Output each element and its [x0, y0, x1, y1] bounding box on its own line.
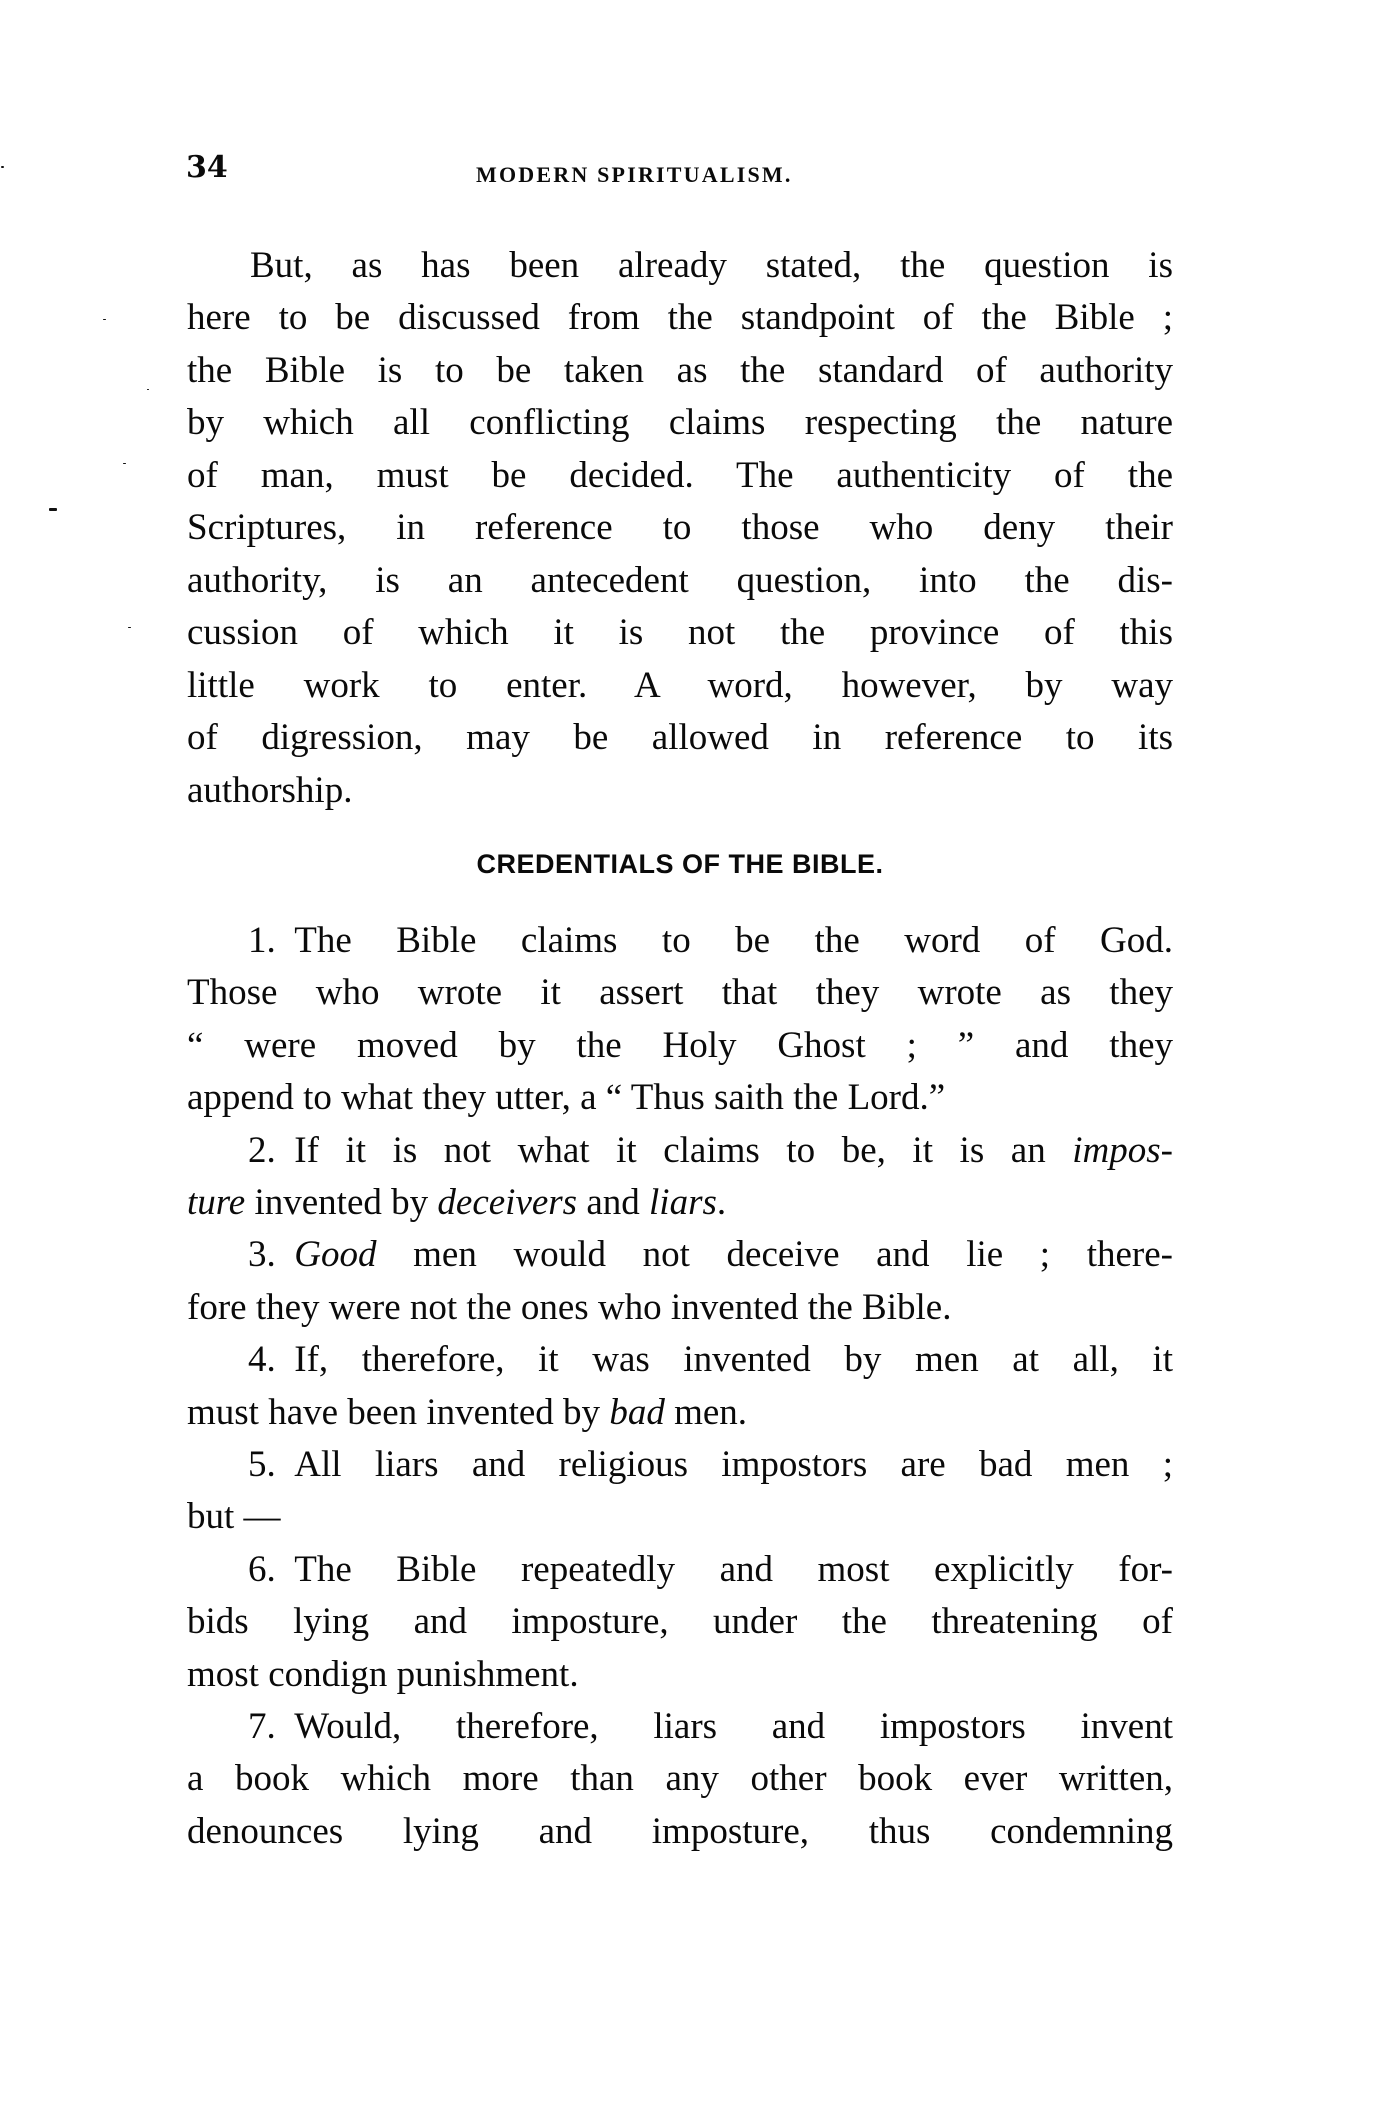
item-number: 2.: [248, 1130, 295, 1171]
item-number: 3.: [248, 1234, 295, 1275]
text-line: here to be discussed from the standpoint of the Bible ;: [187, 297, 1173, 338]
text-line: [248, 1229, 1173, 1281]
text-line: little work to enter. A word, however, by way: [187, 665, 1173, 706]
scan-speck: [49, 508, 57, 511]
text-line: [248, 1544, 1173, 1596]
text-line: of digression, may be allowed in reference to its: [187, 717, 1173, 758]
text-run: denounces lying and imposture, thus condemning: [187, 1811, 1173, 1852]
text-line: [248, 1439, 1173, 1491]
text-run: If, therefore, it was invented by men at all, it: [294, 1339, 1173, 1380]
text-line: [248, 1701, 1173, 1753]
text-run: Would, therefore, liars and impostors invent: [294, 1706, 1173, 1747]
text-line: authority, is an antecedent question, into the dis-: [187, 560, 1173, 601]
text-line: the Bible is to be taken as the standard of authority: [187, 350, 1173, 391]
text-run: men would not deceive and lie ; there-: [376, 1234, 1173, 1275]
italic-text: Good: [294, 1234, 377, 1275]
text-run: The Bible claims to be the word of God.: [294, 920, 1173, 961]
text-line: [187, 1491, 1173, 1543]
text-line: authorship.: [187, 770, 353, 811]
italic-text: ture: [187, 1182, 246, 1223]
text-line: [187, 1753, 1173, 1805]
text-line: [187, 1020, 1173, 1072]
italic-text: impos-: [1072, 1130, 1173, 1171]
text-line: [187, 1072, 1173, 1124]
italic-text: liars: [649, 1182, 717, 1223]
item-number: 4.: [248, 1339, 295, 1380]
scan-speck: [128, 627, 131, 628]
text-run: must have been invented by: [187, 1392, 610, 1433]
item-number: 7.: [248, 1706, 295, 1747]
text-run: and: [577, 1182, 650, 1223]
text-line: [187, 1596, 1173, 1648]
text-run: a book which more than any other book ever written,: [187, 1758, 1173, 1799]
text-line: [248, 1334, 1173, 1386]
text-line: But, as has been already stated, the question is: [250, 245, 1173, 286]
text-run: bids lying and imposture, under the threatening of: [187, 1601, 1173, 1642]
text-run: men.: [664, 1392, 748, 1433]
text-run: “ were moved by the Holy Ghost ; ” and they: [187, 1025, 1173, 1066]
scan-speck: [1, 166, 4, 168]
text-run: append to what they utter, a “ Thus saith the Lord.”: [187, 1077, 946, 1118]
text-line: [187, 1177, 1173, 1229]
text-line: by which all conflicting claims respecting the nature: [187, 402, 1173, 443]
text-line: [187, 1649, 1173, 1701]
text-run: invented by: [245, 1182, 438, 1223]
running-head: MODERN SPIRITUALISM.: [476, 162, 793, 187]
scan-speck: [147, 389, 149, 390]
page-number: 34: [186, 150, 228, 185]
section-heading: CREDENTIALS OF THE BIBLE.: [476, 849, 884, 879]
text-run: All liars and religious impostors are bad men ;: [294, 1444, 1173, 1485]
scan-speck: [123, 463, 126, 464]
item-number: 1.: [248, 920, 295, 961]
italic-text: bad: [609, 1392, 665, 1433]
item-number: 5.: [248, 1444, 295, 1485]
text-line: [248, 1125, 1173, 1177]
text-run: fore they were not the ones who invented the Bible.: [187, 1287, 952, 1328]
text-line: [248, 915, 1173, 967]
text-line: [187, 1806, 1173, 1858]
text-run: Those who wrote it assert that they wrote as they: [187, 972, 1173, 1013]
italic-text: deceivers: [437, 1182, 578, 1223]
text-run: The Bible repeatedly and most explicitly for-: [294, 1549, 1173, 1590]
text-run: .: [716, 1182, 727, 1223]
item-number: 6.: [248, 1549, 295, 1590]
text-line: [187, 967, 1173, 1019]
scan-speck: [103, 319, 106, 320]
text-line: [187, 1282, 1173, 1334]
text-run: but —: [187, 1496, 281, 1537]
text-line: cussion of which it is not the province of this: [187, 612, 1173, 653]
text-line: [187, 1387, 1173, 1439]
text-line: of man, must be decided. The authenticity of the: [187, 455, 1173, 496]
text-run: If it is not what it claims to be, it is an: [294, 1130, 1073, 1171]
text-run: most condign punishment.: [187, 1654, 579, 1695]
text-line: Scriptures, in reference to those who deny their: [187, 507, 1173, 548]
